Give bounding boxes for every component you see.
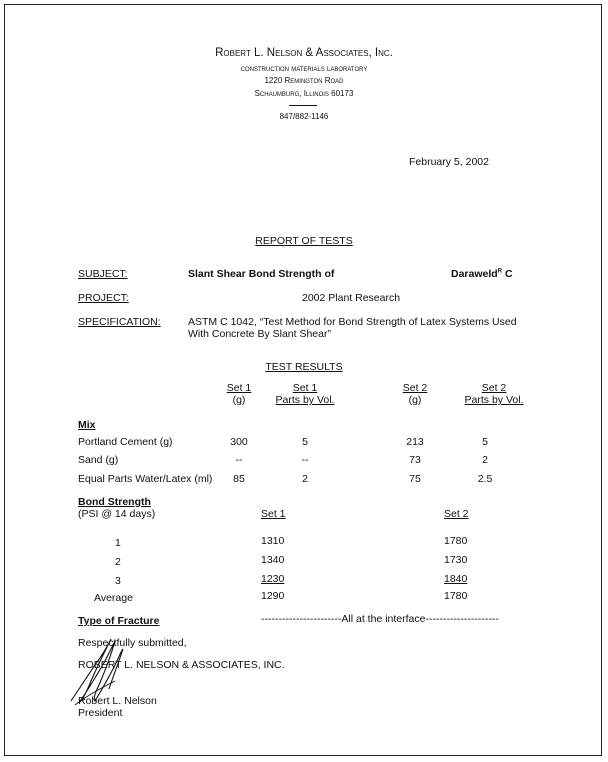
mix-cell: 85 xyxy=(233,473,245,485)
bond-row-label: Average xyxy=(94,592,133,604)
signer-name: Robert L. Nelson xyxy=(78,695,157,707)
bond-set2-header: Set 2 xyxy=(444,508,469,520)
bond-title: Bond Strength xyxy=(78,496,151,508)
mix-cell: -- xyxy=(235,454,243,466)
mix-cell: 2 xyxy=(302,473,308,485)
project-value: 2002 Plant Research xyxy=(302,292,401,304)
bond-subtitle: (PSI @ 14 days) xyxy=(78,508,156,520)
mix-row-label: Portland Cement (g) xyxy=(78,436,173,448)
mix-cell: -- xyxy=(301,454,309,466)
mix-cell: 300 xyxy=(230,436,248,448)
letterhead-city: Schaumburg, Illinois 60173 xyxy=(254,89,354,98)
col-header-2: Set 1 Parts by Vol. xyxy=(275,382,335,406)
closing-text: Respectfully submitted, xyxy=(78,637,187,649)
col-header-1: Set 1 (g) xyxy=(226,382,252,406)
bond-cell: 1840 xyxy=(444,573,468,585)
letterhead-phone: 847/882-1146 xyxy=(279,112,329,121)
col-header-3: Set 2 (g) xyxy=(402,382,428,406)
bond-cell: 1780 xyxy=(444,590,468,602)
mix-cell: 75 xyxy=(409,473,421,485)
fracture-label: Type of Fracture xyxy=(78,615,160,627)
mix-title: Mix xyxy=(78,419,96,431)
report-title: REPORT OF TESTS xyxy=(255,235,353,247)
subject-label: SUBJECT: xyxy=(78,268,128,280)
report-date: February 5, 2002 xyxy=(409,156,489,168)
fracture-value: -----------------------All at the interface--------------------- xyxy=(261,613,499,625)
bond-cell: 1730 xyxy=(444,554,468,566)
spec-line2: With Concrete By Slant Shear” xyxy=(188,328,331,340)
spec-line1: ASTM C 1042, “Test Method for Bond Strength of Latex Systems Used xyxy=(188,316,517,328)
letterhead-address: 1220 Remington Road xyxy=(264,76,344,85)
bond-cell: 1310 xyxy=(261,535,285,547)
spec-label: SPECIFICATION: xyxy=(78,316,161,328)
mix-cell: 2 xyxy=(482,454,488,466)
mix-cell: 5 xyxy=(302,436,308,448)
bond-row-label: 2 xyxy=(115,556,121,568)
bond-cell: 1290 xyxy=(261,590,285,602)
signature-company: ROBERT L. NELSON & ASSOCIATES, INC. xyxy=(78,659,285,671)
bond-cell: 1230 xyxy=(261,573,285,585)
company-name: Robert L. Nelson & Associates, Inc. xyxy=(215,47,393,59)
col-header-4: Set 2 Parts by Vol. xyxy=(464,382,524,406)
bond-cell: 1340 xyxy=(261,554,285,566)
mix-cell: 213 xyxy=(406,436,424,448)
mix-row-label: Sand (g) xyxy=(78,454,119,466)
bond-set1-header: Set 1 xyxy=(261,508,286,520)
subject-product: Daraweld$^R$ C xyxy=(451,268,513,280)
letterhead-line1: construction materials laboratory xyxy=(240,64,368,73)
project-label: PROJECT: xyxy=(78,292,129,304)
mix-cell: 5 xyxy=(482,436,488,448)
mix-cell: 2.5 xyxy=(477,473,493,485)
mix-cell: 73 xyxy=(409,454,421,466)
bond-cell: 1780 xyxy=(444,535,468,547)
test-results-title: TEST RESULTS xyxy=(265,361,343,373)
document-page xyxy=(4,4,602,756)
bond-row-label: 1 xyxy=(115,537,121,549)
letterhead-divider xyxy=(289,105,317,106)
mix-row-label: Equal Parts Water/Latex (ml) xyxy=(78,473,213,485)
bond-row-label: 3 xyxy=(115,575,121,587)
subject-value: Slant Shear Bond Strength of xyxy=(188,268,335,280)
signer-title: President xyxy=(78,707,123,719)
